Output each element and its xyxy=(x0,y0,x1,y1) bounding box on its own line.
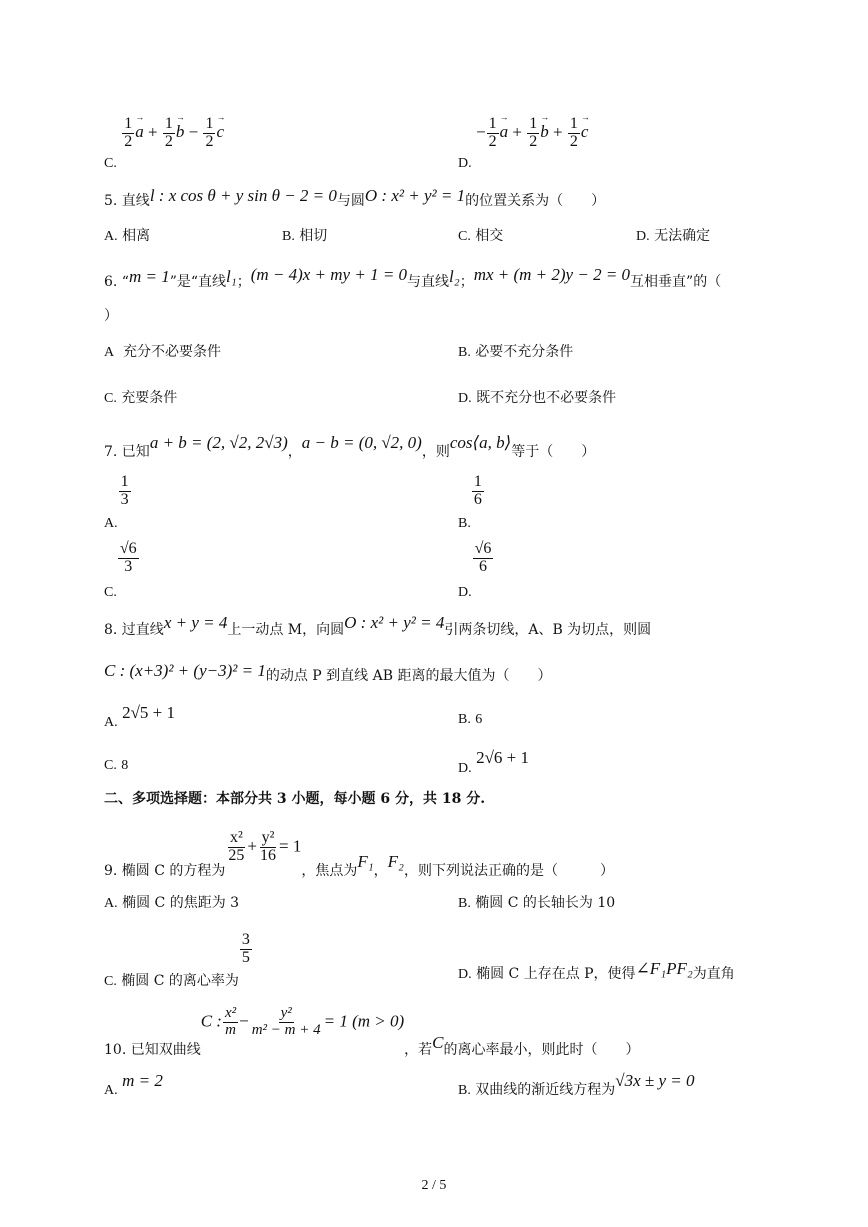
option-label: C. xyxy=(104,156,117,172)
option-text: 相切 xyxy=(299,228,328,244)
option-label: C. xyxy=(458,229,471,244)
option-label: A xyxy=(104,345,115,360)
option-text: 必要不充分条件 xyxy=(475,344,574,360)
q8-option-d xyxy=(458,748,529,776)
option-text: 2√6 + 1 xyxy=(476,748,529,767)
q8-option-c xyxy=(104,758,128,773)
fraction: $\frac{1}{2}$ xyxy=(205,115,214,150)
q7-stem xyxy=(104,433,596,460)
option-label: B. xyxy=(458,516,471,532)
q6-lead: 6. “ xyxy=(104,274,129,290)
q5-circle-eq: O : x² + y² = 1 xyxy=(364,186,466,205)
option-label: A. xyxy=(104,896,118,911)
q10-text: 的离心率最小，则此时（ ） xyxy=(443,1042,640,1059)
fraction: $\frac{\text{x²}}{25}$ xyxy=(228,829,245,864)
fraction: $\frac{1}{2}$ xyxy=(529,115,538,150)
q7-text: ，则 xyxy=(421,444,450,460)
q9-option-c xyxy=(104,931,253,990)
fraction: $\frac{1}{6}$ xyxy=(473,473,482,508)
q10-asymptote-expr: √3x ± y = 0 xyxy=(615,1071,695,1090)
option-text: 8 xyxy=(121,758,129,773)
option-text: 椭圆 C 的焦距为 3 xyxy=(122,895,240,911)
option-text: 椭圆 C 的离心率为 xyxy=(121,973,239,990)
q7-cos-expr: cos⟨a, b⟩ xyxy=(449,433,512,452)
q9-option-a xyxy=(104,896,239,911)
option-label: A. xyxy=(104,1083,118,1098)
q6-text: 与直线 xyxy=(407,274,450,290)
fraction: $\frac{\text{y²}}{\text{m² − m + 4}}$ xyxy=(251,1005,321,1038)
q6-option-c xyxy=(104,391,177,406)
q10-stem: 10. 已知双曲线C : $\frac{\text{x²}}{m}$ − $\frac{\text{y²}}{\text{m² − m + 4}}$ = 1 (m > 0)，若C的离心率最小，则此时（ ） xyxy=(104,1005,640,1059)
q9-text: ，焦点为 xyxy=(301,863,358,880)
q5-line-eq: l : x cos θ + y sin θ − 2 = 0 xyxy=(149,186,337,205)
q5-option-b xyxy=(282,229,327,244)
q5-mid-text: 与圆 xyxy=(336,193,365,209)
q9-text: ， xyxy=(373,863,388,880)
fraction: $\frac{1}{2}$ xyxy=(488,115,497,150)
q10-option-b xyxy=(458,1071,695,1098)
option-label: D. xyxy=(458,585,472,601)
q7-sum-eq: a + b = (2, √2, 2√3) xyxy=(149,433,288,452)
q9-f1: F₁ xyxy=(357,852,374,872)
q10-text: ，若 xyxy=(404,1042,433,1059)
option-text: 充分不必要条件 xyxy=(123,344,222,360)
option-label: A. xyxy=(104,516,118,532)
option-label: D. xyxy=(458,156,472,172)
q8-circle-c-eq: C : (x+3)² + (y−3)² = 1 xyxy=(104,661,266,680)
option-label: C. xyxy=(104,974,117,990)
option-label: B. xyxy=(458,896,471,911)
q5-tail-text: 的位置关系为（ ） xyxy=(465,193,606,209)
q7-tail: 等于（ ） xyxy=(511,444,596,460)
option-label: C. xyxy=(104,758,117,773)
q6-stem xyxy=(104,265,722,290)
q8-stem xyxy=(104,613,652,638)
q9-stem: 9. 椭圆 C 的方程为 $\frac{\text{x²}}{25}$ + $\frac{\text{y²}}{16}$ = 1，焦点为F₁，F₂，则下列说法正确的是（ ） xyxy=(104,829,614,880)
option-text: 椭圆 C 上存在点 P，使得 xyxy=(476,966,636,982)
q7-lead: 7. 已知 xyxy=(104,444,150,460)
option-label: D. xyxy=(636,229,650,244)
fraction: $\frac{1}{2}$ xyxy=(164,115,173,150)
q8-circle-eq: O : x² + y² = 4 xyxy=(344,613,445,632)
option-label: D. xyxy=(458,761,472,776)
page-number: 2 / 5 xyxy=(421,1178,447,1193)
q8-stem-cont xyxy=(104,661,552,684)
fraction: $\frac{√6}{3}$ xyxy=(119,540,137,575)
option-text: 充要条件 xyxy=(121,390,178,406)
q6-condition: m = 1 xyxy=(128,267,170,286)
q8-text: 上一动点 M，向圆 xyxy=(227,622,345,638)
q5-option-a xyxy=(104,229,150,244)
q6-l2: l₂ xyxy=(449,267,460,286)
option-text: 椭圆 C 的长轴长为 10 xyxy=(475,895,616,911)
q10-c2: C xyxy=(432,1033,444,1053)
q6-option-d xyxy=(458,391,616,406)
option-label: D. xyxy=(458,391,472,406)
q8-lead: 8. 过直线 xyxy=(104,622,164,638)
q6-option-b xyxy=(458,345,573,360)
q7-sep: ， xyxy=(287,444,302,460)
q9-text: 为直角 xyxy=(692,966,735,982)
q5-option-c xyxy=(458,229,503,244)
option-text: 相交 xyxy=(475,228,504,244)
option-text: 2√5 + 1 xyxy=(122,703,175,722)
q6-stem-cont xyxy=(104,309,118,323)
q4-option-c: C. $\frac{1}{2}$ → a + $\frac{1}{2}$ → b − $\frac{1}{2}$ → c xyxy=(104,116,224,151)
q5-option-d xyxy=(636,229,710,244)
q9-text: ，则下列说法正确的是（ ） xyxy=(403,863,614,880)
q10-rhs: = 1 (m > 0) xyxy=(323,1011,405,1031)
option-label: B. xyxy=(458,345,471,360)
option-label: C. xyxy=(104,391,117,406)
option-text: 相离 xyxy=(122,228,151,244)
q4-option-d: D. − $\frac{1}{2}$ → a + $\frac{1}{2}$ → b + $\frac{1}{2}$ → c xyxy=(458,116,588,151)
q6-text: 互相垂直”的（ xyxy=(630,274,722,290)
option-label: A. xyxy=(104,229,118,244)
fraction: $\frac{√6}{6}$ xyxy=(474,540,492,575)
q7-option-b xyxy=(458,473,485,532)
q6-eq1: (m − 4)x + my + 1 = 0 xyxy=(250,265,408,284)
option-text: m = 2 xyxy=(122,1071,163,1090)
fraction: $\frac{1}{2}$ xyxy=(569,115,578,150)
q8-text: 的动点 P 到直线 AB 距离的最大值为（ ） xyxy=(265,668,552,684)
option-text: 双曲线的渐近线方程为 xyxy=(475,1082,616,1098)
q6-text: ） xyxy=(104,308,118,324)
option-label: C. xyxy=(104,585,117,601)
option-label: D. xyxy=(458,967,472,982)
q7-diff-eq: a − b = (0, √2, 0) xyxy=(301,433,422,452)
q10-option-a xyxy=(104,1071,163,1098)
q8-option-a xyxy=(104,703,175,730)
fraction: $\frac{1}{2}$ xyxy=(124,115,133,150)
q8-option-b xyxy=(458,712,482,727)
q10-c: C : xyxy=(200,1011,222,1031)
q9-lead: 9. 椭圆 C 的方程为 xyxy=(104,863,226,880)
q10-lead: 10. 已知双曲线 xyxy=(104,1042,201,1059)
option-label: B. xyxy=(458,712,471,727)
fraction: $\frac{1}{3}$ xyxy=(120,473,129,508)
q6-text: ； xyxy=(459,274,474,290)
option-label: A. xyxy=(104,715,118,730)
option-label: B. xyxy=(458,1083,471,1098)
option-text: 无法确定 xyxy=(654,228,711,244)
q7-option-c xyxy=(104,540,140,601)
q8-line-eq: x + y = 4 xyxy=(163,613,228,632)
q8-text: 引两条切线，A、B 为切点，则圆 xyxy=(444,622,652,638)
q9-option-b xyxy=(458,896,615,911)
fraction: $\frac{3}{5}$ xyxy=(241,931,250,966)
q6-l1: l₁ xyxy=(226,267,237,286)
option-text: 6 xyxy=(475,712,483,727)
q5-number: 5. 直线 xyxy=(104,193,150,209)
q5-stem xyxy=(104,186,606,209)
q6-option-a xyxy=(104,345,221,360)
option-text: 既不充分也不必要条件 xyxy=(476,390,617,406)
q9-f2: F₂ xyxy=(387,852,404,872)
q9-angle-expr: ∠F₁PF₂ xyxy=(635,959,693,978)
section-heading: 二、多项选择题：本部分共 3 小题，每小题 6 分，共 18 分. xyxy=(104,791,486,807)
fraction: $\frac{\text{x²}}{m}$ xyxy=(224,1005,237,1038)
q6-text: ”是“直线 xyxy=(169,274,227,290)
q6-eq2: mx + (m + 2)y − 2 = 0 xyxy=(473,265,631,284)
q9-option-d xyxy=(458,959,735,982)
fraction: $\frac{\text{y²}}{16}$ xyxy=(260,829,277,864)
q7-option-d xyxy=(458,540,494,601)
q7-option-a xyxy=(104,473,132,532)
q6-text: ； xyxy=(236,274,251,290)
option-label: B. xyxy=(282,229,295,244)
